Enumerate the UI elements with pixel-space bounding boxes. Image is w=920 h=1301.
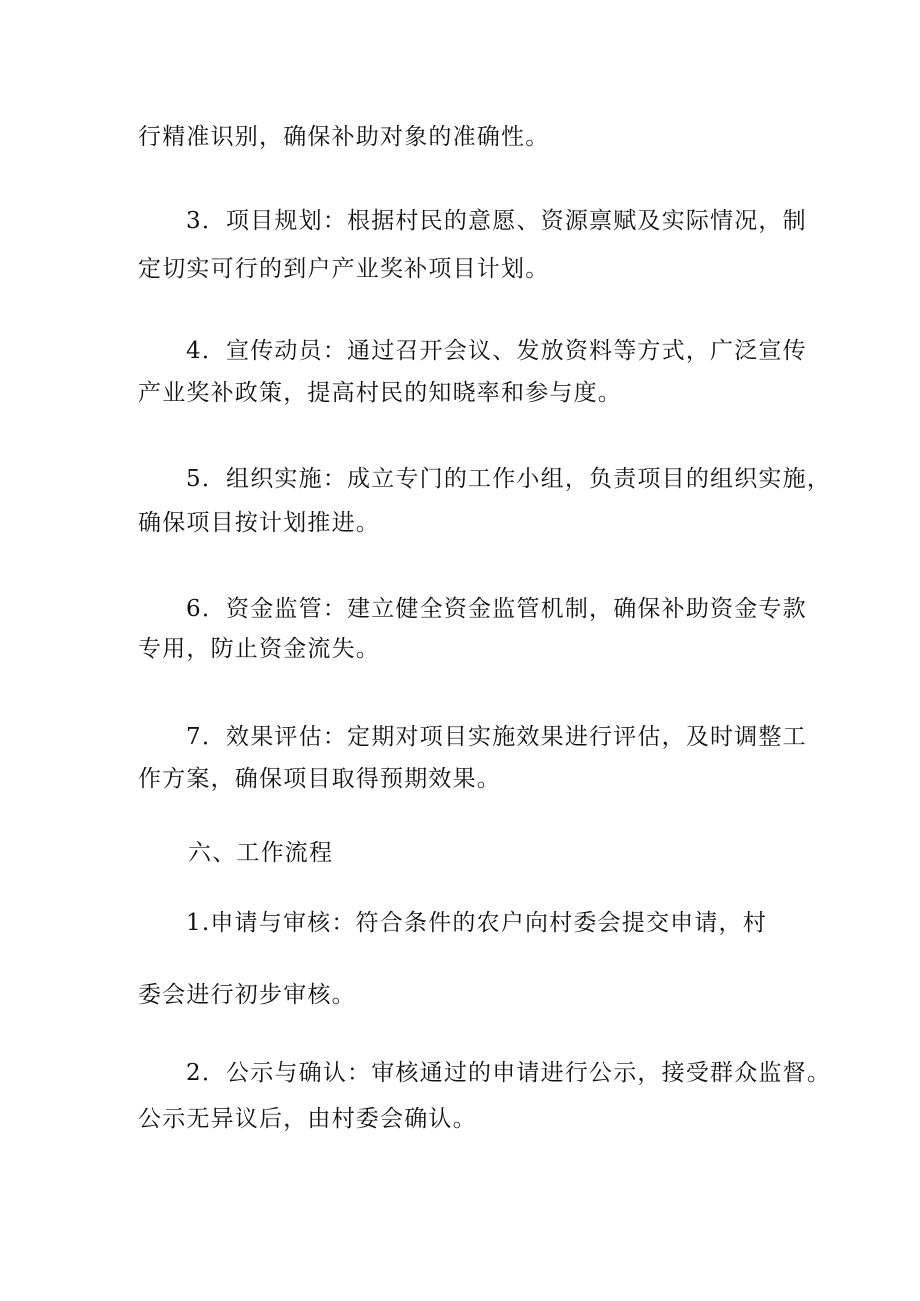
paragraph-line: 5．组织实施：成立专门的工作小组，负责项目的组织实施， <box>186 466 832 492</box>
paragraph-line: 6．资金监管：建立健全资金监管机制，确保补助资金专款 <box>186 596 807 622</box>
paragraph-line: 7．效果评估：定期对项目实施效果进行评估，及时调整工 <box>186 724 807 750</box>
paragraph-line: 行精准识别，确保补助对象的准确性。 <box>138 124 550 150</box>
paragraph-line: 公示无异议后，由村委会确认。 <box>138 1106 477 1132</box>
section-heading: 六、工作流程 <box>188 840 334 866</box>
paragraph-line: 专用，防止资金流失。 <box>138 636 380 662</box>
paragraph-line: 3．项目规划：根据村民的意愿、资源禀赋及实际情况，制 <box>186 208 807 234</box>
paragraph-line: 1.申请与审核：符合条件的农户向村委会提交申请，村 <box>186 910 767 936</box>
paragraph-line: 产业奖补政策，提高村民的知晓率和参与度。 <box>138 380 622 406</box>
paragraph-line: 确保项目按计划推进。 <box>138 510 380 536</box>
paragraph-line: 作方案，确保项目取得预期效果。 <box>138 766 501 792</box>
paragraph-line: 4．宣传动员：通过召开会议、发放资料等方式，广泛宣传 <box>186 338 807 364</box>
paragraph-line: 2．公示与确认：审核通过的申请进行公示，接受群众监督。 <box>186 1060 832 1086</box>
paragraph-line: 委会进行初步审核。 <box>138 982 356 1008</box>
paragraph-line: 定切实可行的到户产业奖补项目计划。 <box>138 256 550 282</box>
